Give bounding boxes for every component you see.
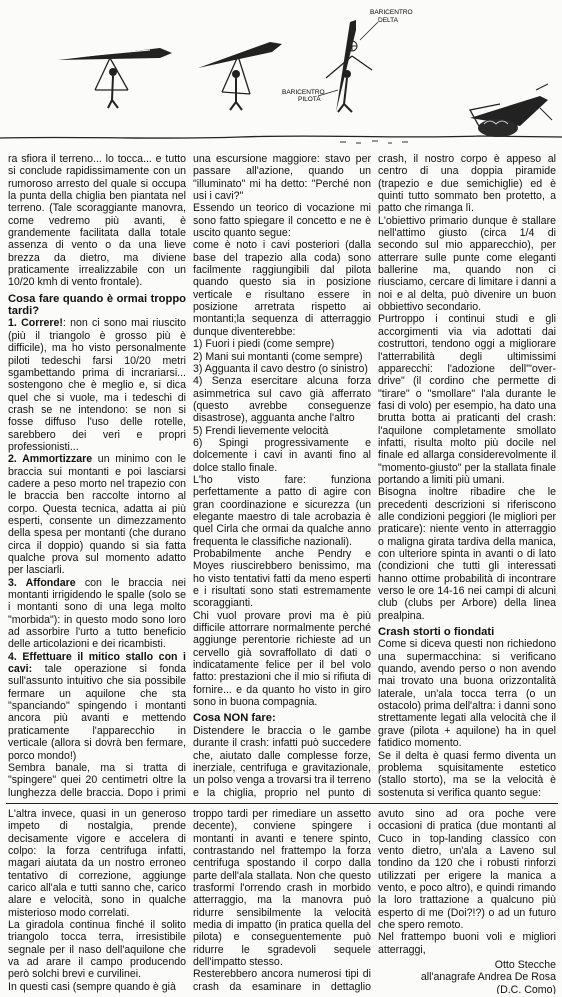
author-signature — [378, 959, 556, 994]
glider-figure-2 — [198, 42, 282, 110]
paragraph: Essendo un teorico di vocazione mi sono fatto spiegare il concetto e ne è uscito quanto segue: — [193, 202, 371, 240]
section-divider — [6, 803, 558, 804]
list-item-stall: 4. Effettuare il mitico stallo con i cavi: tale operazione si fonda sull'assunto intuitivo che sia possibile fermare un aquilone che sta "spanciando" spingendo i montanti ancora più avanti e mettendo praticamente l'apparecchio in verticale (allora si dovrà ben fermare, porco mondo!) — [8, 650, 186, 762]
paragraph: Distendere le braccia o le gambe durante il crash: infatti può succedere che, aiutato dalle complesse forze, inerziale, centrifuga e gravitazionale, un polso venga a trovarsi tra il terreno e la chiglia, proprio nel punto di — [193, 724, 371, 799]
label-baricentro-delta-2: DELTA — [378, 17, 398, 24]
paragraph: avuto sino ad ora poche vere occasioni di pratica (due montanti al Cuco in top-landing classico con vento dietro, un'ala a Laveno sul tondino da 120 che i robusti rinforzi utilizzati per erigere la manica a vento, e poco altro), e quindi rimando la loro trattazione a qualcuno più esperto di me (Doi?!?) o ad un futuro che spero remoto. — [378, 808, 556, 932]
paragraph: L'altra invece, quasi in un generoso impeto di nostalgia, prende decisamente vigore e accelera di colpo: la forza centrifuga infatti, magari aiutata da un nostro erroneo tentativo di correzione, aggiunge carico all'ala e tutti sanno che, carico alare e velocità, sono in qualche misterioso modo correlati. — [8, 808, 186, 919]
author-club: (D.C. Como) — [496, 983, 556, 994]
section-heading-not-to-do: Cosa NON fare: — [193, 712, 276, 725]
step-6: 6) Spingi progressivamente e dolcemente i cavi in avanti fino al dolce stallo finale. — [193, 436, 371, 474]
paragraph: crash, il nostro corpo è appeso al centro di una doppia piramide (trapezio e due semichiglie) ed è quinti tutto sommato ben protetto, a patto che rimanga lì. — [378, 153, 556, 215]
paragraph: Probabilmente anche Pendry e Moyes riuscirebbero benissimo, ma ho visto tentativi fatti da meno esperti e i risultati sono stati estremamente scoraggianti. — [193, 548, 371, 610]
paragraph: come è noto i cavi posteriori (dalla base del trapezio alla coda) sono facilmente raggiungibili dal pilota quando questo sia in posizione verticale e risultano essere in posizione arretrata rispetto ai montanti;la sequenza di atterraggio dunque diventerebbe: — [193, 239, 371, 338]
list-item-cushion: 2. Ammortizzare un minimo con le braccia sui montanti e poi lasciarsi cadere a peso morto nel trapezio con le braccia ben raccolte intorno al corpo. Questa tecnica, adatta ai più esperti, consente un dimezzamento della spesa per montanti (che durano circa il doppio) quando si sia fatta qualche prova sul momento adatto per lasciarli. — [8, 453, 186, 577]
author-nickname: Otto Stecche — [494, 959, 556, 972]
author-real-name: all'anagrafe Andrea De Rosa — [420, 971, 556, 984]
paragraph: Purtroppo i continui studi e gli accorgimenti via via adottati dai costruttori, tendono oggi a migliorare l'atterrabilità degli ultimissimi apparecchi: l'adozione dell'"over-drive" (il cordino che permette di "tirare" o "smollare" l'ala durante le fasi di volo) per esempio, ha dato una brutta botta ai praticanti del crash: l'aquilone completamente smollato infatti, risulta molto più docile nel finale ed allarga considerevolmente il "momento-giusto" per la stallata finale portando a limiti più umani. — [378, 313, 556, 486]
paragraph: Bisogna inoltre ribadire che le precedenti descrizioni si riferiscono alle condizioni peggiori (le migliori per praticare): niente vento in atterraggio o maligna girata tardiva della manica, con ulteriore spinta in avanti o di lato (condizioni che tutti gli interessati hanno ottime probabilità di incontrare verso le ore 14-16 nei campi di alcuni club (clubs per Arbore) della linea prealpina. — [378, 486, 556, 622]
paragraph: L'obiettivo primario dunque è stallare nell'attimo giusto (circa 1/4 di secondo sul mio apparecchio), per atterrare sulle punte come eleganti ballerine ma, quando non ci riusciamo, cercare di limitare i danni a noi e al delta, può divenire un buon obbiettivo secondario. — [378, 214, 556, 314]
glider-figure-3 — [282, 9, 413, 112]
paragraph: Resterebbero ancora numerosi tipi di crash da esaminare in dettaglio — [193, 968, 371, 993]
paragraph: Se il delta è quasi fermo diventa un problema squisitamente estetico (stallo storto), ma se la velocità è sostenuta si verifica quanto segue: — [378, 749, 556, 799]
step-1: 1) Fuori i piedi (come sempre) — [193, 338, 335, 351]
list-item-run: 1. Correre!: non ci sono mai riuscito (più il triangolo è grosso più è difficile), ma ho visto personalmente piloti tedeschi farsi 10/20 metri sgambettando prima di incrariarsi... sostengono che è meglio e, si dica quel che si vuole, ma i tedeschi di crash se ne intendono: se non si fosse diffuso l'uso delle rotelle, sarebbero dei veri e propri professionisti... — [8, 317, 186, 453]
step-3: 3) Agguanta il cavo destro (o sinistro) — [193, 362, 368, 375]
paragraph: L'ho visto fare: funziona perfettamente a patto di agire con gran coordinazione e sicurezza (un elegante maestro di tale acrobazia è quel Cirla che ormai da qualche anno frequenta le classifiche nazionali). — [193, 473, 371, 548]
step-5: 5) Frendi lievemente velocità — [193, 424, 329, 437]
step-4: 4) Senza esercitare alcuna forza asimmetrica sul cavo già afferrato (questo avrebbe conseguenze disastrose), agguanta anche l'altro — [193, 375, 371, 425]
crashed-glider-figure — [470, 84, 552, 137]
section-heading-too-late: Cosa fare quando è ormai troppo tardi? — [8, 292, 186, 318]
bottom-column-3 — [378, 808, 556, 994]
label-baricentro-delta: BARICENTRO — [370, 9, 413, 16]
paragraph: Chi vuol provare provi ma è più difficile attorrare normalmente perché aggiunge perentorie richieste ad un cervello già sovraffollato di dati o indicatamente felice per il bel volo fatto: prestazioni che il mio si rifiuta di fornire... e da quanto ho visto in giro sono in buona compagnia. — [193, 609, 371, 709]
paragraph: Come si diceva questi non richiedono una supermacchina: si verificano quando, avendo perso o non avendo mai trovato una buona orizzontalità laterale, un'ala tocca terra (o un ostacolo) prima dell'altra: i danni sono strettamente legati alla velocità che il grave (pilota + aquilone) ha in quel fatidico momento. — [378, 638, 556, 750]
list-item-sink: 3. Affondare con le braccia nei montanti irrigidendo le spalle (solo se i montanti sono di una lega molto "morbida"): in questo modo sono loro ad assorbire l'urto a tutto beneficio delle articolazioni e dei ricambisti. — [8, 576, 186, 651]
bottom-column-1 — [8, 808, 186, 994]
paragraph: ra sfiora il terreno... lo tocca... e tutto si conclude rapidissimamente con un rumoroso arresto del quale si occupa la punta della chiglia ben piantata nel terreno. (Tale scoraggiante manovra, come vedremo più avanti, è grandemente facilitata dalla totale assenza di vento o da una lieve brezza da dietro, ma diviene praticamente irrealizzabile con un 10/20 kmh di vento frontale). — [8, 153, 186, 289]
step-2: 2) Mani sui montanti (come sempre) — [193, 350, 363, 363]
glider-figure-1 — [58, 48, 172, 108]
paragraph: troppo tardi per rimediare un assetto decente), conviene spingere i montanti in avanti e tenere spinto, contrastando nel frattempo la forza centrifuga spostando il corpo dalla parte dell'ala stallata. Non che questo trasformi l'orrendo crash in morbido atterraggio, ma la manovra può ridurre sensibilmente la velocità media di impatto (in pratica quella del pilota) e conseguentemente può ridurre le sgradevoli sequele dell'impatto stesso. — [193, 808, 371, 969]
paragraph: Nel frattempo buoni voli e migliori atterraggi, — [378, 931, 556, 956]
crash-sequence-illustration — [0, 0, 562, 150]
section-heading-crooked-crash: Crash storti o fiondati — [378, 626, 495, 639]
ground-dashes — [340, 141, 408, 143]
label-baricentro-pilota-2: PILOTA — [298, 96, 321, 103]
paragraph: Sembra banale, ma si tratta di "spingere" quei 20 centimetri oltre la lunghezza delle braccia. Dopo i primi — [8, 761, 186, 799]
text-column-1 — [8, 153, 186, 799]
paragraph: In questi casi (sempre quando è già — [8, 980, 176, 993]
text-column-2 — [193, 153, 371, 799]
ground-line — [0, 136, 562, 138]
paragraph: La giradola continua finché il solito triangolo tocca terra, irresistibile segnale per il naso dell'aquilone che va ad arare il campo producendo però solchi brevi e curvilinei. — [8, 919, 186, 981]
label-baricentro-pilota: BARICENTRO — [282, 89, 325, 96]
bottom-column-2 — [193, 808, 371, 994]
paragraph: una escursione maggiore: stavo per passare all'azione, quando un "illuminato" mi ha detto: "Perché non usi i cavi?" — [193, 153, 371, 203]
text-column-3 — [378, 153, 556, 799]
